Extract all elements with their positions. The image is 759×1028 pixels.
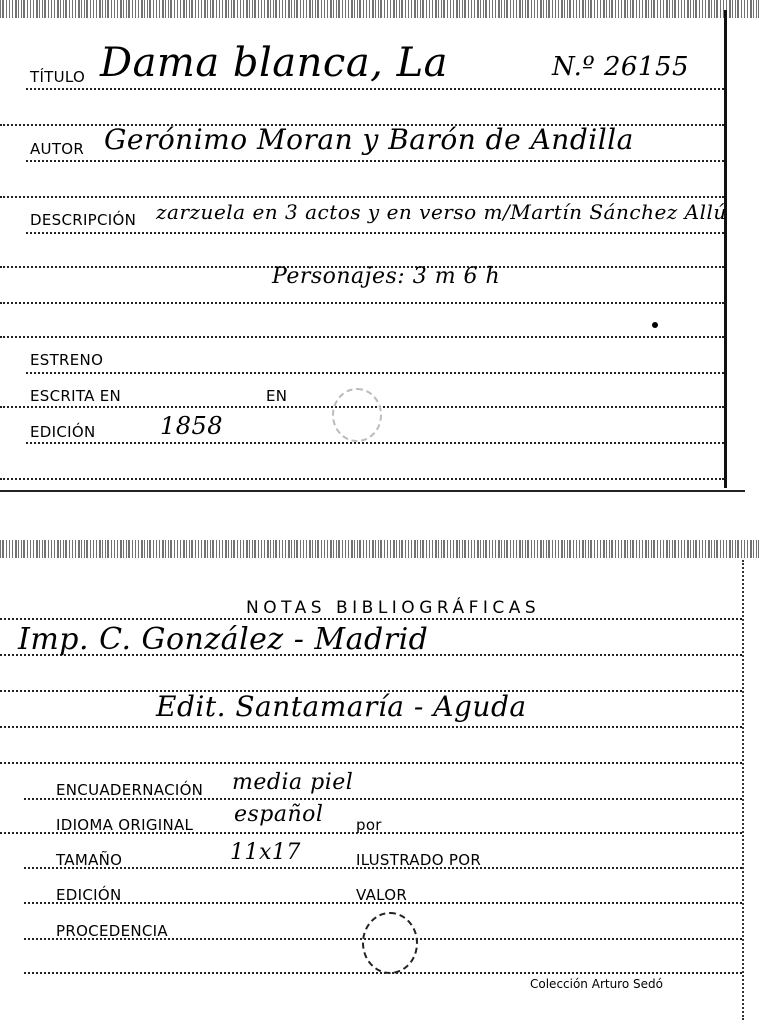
card-top-torn-edge bbox=[0, 0, 759, 18]
note-line-1: Imp. C. González - Madrid bbox=[18, 622, 429, 657]
ruled-line bbox=[0, 726, 742, 728]
ruled-line bbox=[0, 196, 724, 198]
label-autor: AUTOR bbox=[30, 140, 85, 158]
label-procedencia: PROCEDENCIA bbox=[56, 922, 168, 940]
label-edicion: EDICIÓN bbox=[30, 423, 96, 441]
label-tamano: TAMAÑO bbox=[56, 851, 123, 869]
value-tamano: 11x17 bbox=[230, 840, 301, 865]
ruled-line bbox=[26, 372, 724, 374]
value-edicion: 1858 bbox=[160, 412, 224, 440]
label-descripcion: DESCRIPCIÓN bbox=[30, 211, 137, 229]
value-numero: N.º 26155 bbox=[552, 52, 690, 82]
label-estreno: ESTRENO bbox=[30, 351, 104, 369]
value-descripcion: zarzuela en 3 actos y en verso m/Martín Sánchez Allú bbox=[156, 200, 727, 224]
label-edicion-bottom: EDICIÓN bbox=[56, 886, 122, 904]
card-top-bottom-edge bbox=[0, 490, 745, 492]
catalog-card-top bbox=[0, 0, 759, 495]
label-escrita-en: ESCRITA EN bbox=[30, 387, 122, 405]
ruled-line bbox=[26, 160, 724, 162]
faint-stamp-mark bbox=[332, 388, 382, 442]
card-bottom-torn-edge bbox=[0, 540, 759, 558]
note-line-2: Edit. Santamaría - Aguda bbox=[156, 690, 527, 723]
catalog-card-bottom bbox=[0, 540, 759, 1028]
ruled-line bbox=[0, 336, 724, 338]
card-bottom-right-border bbox=[742, 560, 744, 1020]
label-en: EN bbox=[266, 387, 288, 405]
footer-coleccion: Colección Arturo Sedó bbox=[530, 977, 663, 991]
label-idioma-original: IDIOMA ORIGINAL bbox=[56, 816, 194, 834]
value-descripcion-2: Personajes: 3 m 6 h bbox=[272, 264, 501, 289]
value-encuadernacion: media piel bbox=[232, 770, 354, 795]
ruled-line bbox=[0, 302, 724, 304]
value-autor: Gerónimo Moran y Barón de Andilla bbox=[104, 123, 634, 156]
ruled-line bbox=[26, 88, 724, 90]
ruled-line bbox=[26, 232, 724, 234]
ruled-line bbox=[0, 618, 742, 620]
label-titulo: TÍTULO bbox=[30, 68, 86, 86]
value-titulo: Dama blanca, La bbox=[100, 40, 449, 86]
circular-stamp-mark bbox=[362, 912, 418, 974]
label-valor: VALOR bbox=[356, 886, 408, 904]
label-por: por bbox=[356, 816, 382, 834]
value-idioma-original: español bbox=[234, 802, 324, 827]
label-encuadernacion: ENCUADERNACIÓN bbox=[56, 781, 204, 799]
heading-notas-bibliograficas: NOTAS BIBLIOGRÁFICAS bbox=[246, 598, 541, 618]
ink-mark bbox=[652, 322, 658, 328]
card-top-right-border bbox=[724, 10, 727, 488]
ruled-line bbox=[26, 442, 724, 444]
ruled-line bbox=[0, 478, 724, 480]
ruled-line bbox=[0, 762, 742, 764]
label-ilustrado-por: ILUSTRADO POR bbox=[356, 851, 482, 869]
